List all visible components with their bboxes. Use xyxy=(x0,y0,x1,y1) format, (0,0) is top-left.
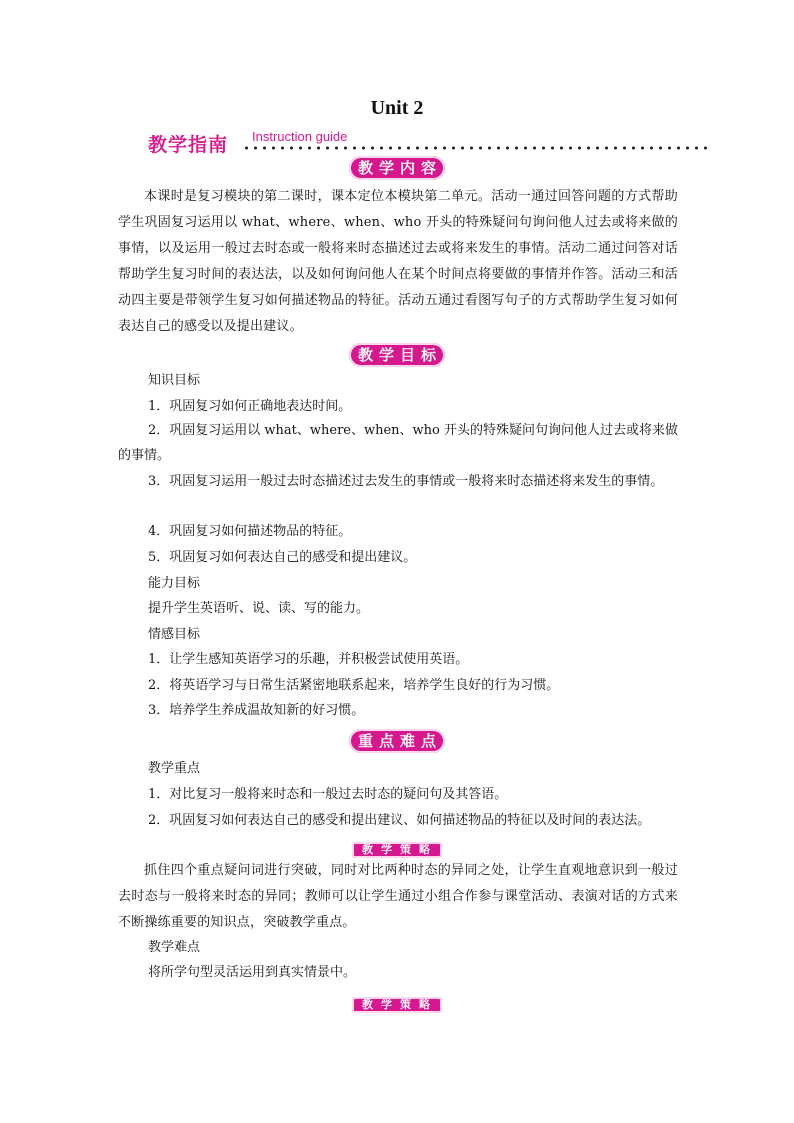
emotion-item-2: 2．将英语学习与日常生活紧密地联系起来，培养学生良好的行为习惯。 xyxy=(148,678,560,693)
section-badge-key-points xyxy=(0,729,794,753)
ability-text: 提升学生英语听、说、读、写的能力。 xyxy=(148,601,370,616)
knowledge-item-1: 1．巩固复习如何正确地表达时间。 xyxy=(148,399,352,414)
ability-heading: 能力目标 xyxy=(148,576,201,591)
content-paragraph: 本课时是复习模块的第二课时，课本定位本模块第二单元。活动一通过回答问题的方式帮助学生巩固复习运用以 what、where、when、who 开头的特殊疑问句询问他人过去或将来做的事情，以及运用一般过去时态或一般将来时态描述过去或将来发生的事情。活动二通过问答对话帮助学生复习时间的表达法，以及如何询问他人在某个时间点将要做的事情并作答。活动三和活动四主要是带领学生复习如何描述物品的特征。活动五通过看图写句子的方式帮助学生复习如何表达自己的感受以及提出建议。 xyxy=(118,189,678,334)
section-badge-label: 教学内容 xyxy=(349,156,445,180)
key-item-2: 2．巩固复习如何表达自己的感受和提出建议、如何描述物品的特征以及时间的表达法。 xyxy=(148,813,651,828)
guide-title-cn: 教学指南 xyxy=(148,134,229,156)
strategy-paragraph: 抓住四个重点疑问词进行突破，同时对比两种时态的异同之处，让学生直观地意识到一般过去时态与一般将来时态的异同；教师可以让学生通过小组合作参与课堂活动、表演对话的方式来不断操练重要的知识点，突破教学重点。 xyxy=(118,863,678,930)
dotted-divider xyxy=(242,146,708,150)
guide-title-en: Instruction guide xyxy=(252,129,348,144)
knowledge-item-4: 4．巩固复习如何描述物品的特征。 xyxy=(148,524,352,539)
section-badge-label: 教学策略 xyxy=(352,842,442,858)
key-heading: 教学重点 xyxy=(148,761,201,776)
section-badge-label: 教学目标 xyxy=(349,343,445,367)
unit-title: Unit 2 xyxy=(370,97,424,119)
section-badge-content xyxy=(0,156,794,180)
section-badge-strategy-1 xyxy=(0,838,794,858)
emotion-heading: 情感目标 xyxy=(148,627,201,642)
section-badge-strategy-2 xyxy=(0,993,794,1013)
difficult-text: 将所学句型灵活运用到真实情景中。 xyxy=(148,965,357,980)
emotion-item-1: 1．让学生感知英语学习的乐趣，并积极尝试使用英语。 xyxy=(148,652,469,667)
knowledge-item-2: 2．巩固复习运用以 what、where、when、who 开头的特殊疑问句询问他人过去或将来做的事情。 xyxy=(118,423,679,463)
knowledge-item-3: 3．巩固复习运用一般过去时态描述过去发生的事情或一般将来时态描述将来发生的事情。 xyxy=(148,474,664,489)
emotion-item-3: 3．培养学生养成温故知新的好习惯。 xyxy=(148,703,365,718)
section-badge-label: 重点难点 xyxy=(349,729,445,753)
difficult-heading: 教学难点 xyxy=(148,940,201,955)
section-badge-goals xyxy=(0,343,794,367)
knowledge-item-5: 5．巩固复习如何表达自己的感受和提出建议。 xyxy=(148,550,417,565)
section-badge-label: 教学策略 xyxy=(352,997,442,1013)
instruction-guide-header xyxy=(148,126,708,156)
key-item-1: 1．对比复习一般将来时态和一般过去时态的疑问句及其答语。 xyxy=(148,787,508,802)
knowledge-heading: 知识目标 xyxy=(148,373,201,388)
